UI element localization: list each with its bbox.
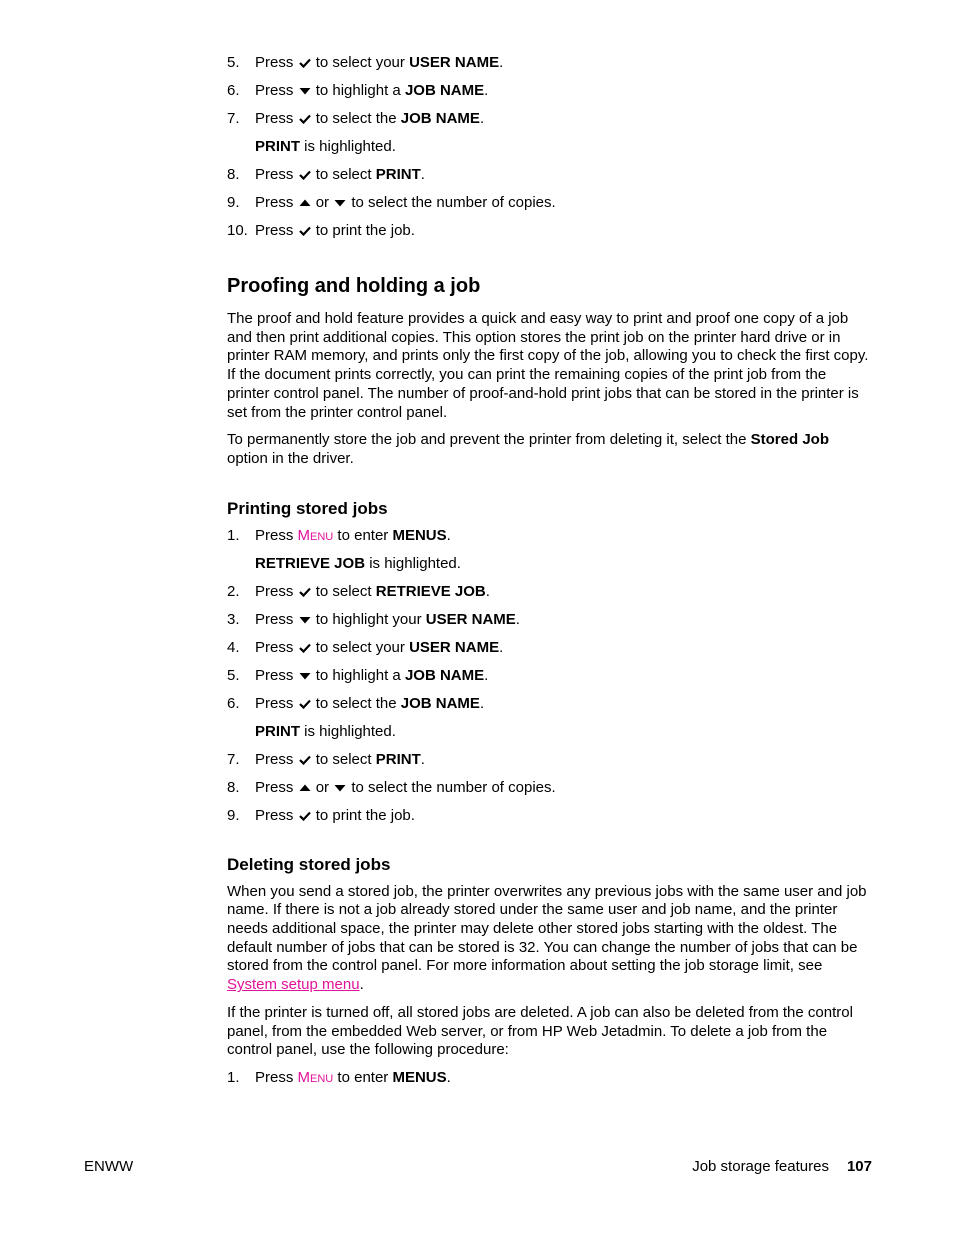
up-arrow-icon (298, 779, 312, 797)
list-item: 5. Press to select your USER NAME. (227, 54, 504, 71)
section-heading-deleting-stored: Deleting stored jobs (227, 854, 391, 874)
checkmark-icon (298, 751, 312, 769)
list-item: 6. Press to highlight a JOB NAME. (227, 82, 489, 99)
list-item: 7. Press to select the JOB NAME. (227, 110, 485, 127)
list-item: 8. Press to select PRINT. (227, 166, 425, 183)
top-steps-list-continued (227, 166, 872, 240)
list-item: 10. Press to print the job. (227, 222, 415, 239)
list-item: 1. Press Menu to enter MENUS. (227, 526, 451, 544)
checkmark-icon (298, 695, 312, 713)
stored-job-paragraph: To permanently store the job and prevent the printer from deleting it, select the Stored Job option in the driver. (227, 431, 829, 467)
footer-section-title: Job storage features (692, 1158, 829, 1175)
top-steps-list (227, 54, 872, 128)
deleting-paragraph: When you send a stored job, the printer overwrites any previous jobs with the same user and job name. If there is not a job already stored under the same user and job name, and the printer needs additional space, the printer may delete other stored jobs starting with the oldest. The default number of jobs that can be stored is 32. You can change the number of jobs that can be stored from the control panel. For more information about setting the job storage limit, see System setup menu. (227, 882, 867, 994)
step-note: RETRIEVE JOB is highlighted. (255, 554, 461, 572)
down-arrow-icon (298, 611, 312, 629)
down-arrow-icon (298, 82, 312, 100)
checkmark-icon (298, 54, 312, 72)
checkmark-icon (298, 807, 312, 825)
list-item: 4. Press to select your USER NAME. (227, 638, 504, 656)
deleting-steps-list (227, 1069, 872, 1087)
checkmark-icon (298, 222, 312, 240)
checkmark-icon (298, 583, 312, 601)
list-item: 5. Press to highlight a JOB NAME. (227, 666, 489, 684)
page-footer (84, 1158, 872, 1176)
down-arrow-icon (333, 194, 347, 212)
list-item: 2. Press to select RETRIEVE JOB. (227, 582, 490, 600)
printing-steps-list-continued (227, 583, 872, 713)
list-item: 6. Press to select the JOB NAME. (227, 694, 485, 712)
turned-off-paragraph: If the printer is turned off, all stored jobs are deleted. A job can also be deleted from the control panel, from the embedded Web server, or from HP Web Jetadmin. To delete a job from the control panel, use the following procedure: (227, 1003, 853, 1059)
down-arrow-icon (298, 667, 312, 685)
checkmark-icon (298, 110, 312, 128)
checkmark-icon (298, 639, 312, 657)
section-heading-printing-stored: Printing stored jobs (227, 498, 388, 518)
list-item: 3. Press to highlight your USER NAME. (227, 610, 520, 628)
system-setup-menu-link[interactable]: System setup menu (227, 976, 360, 994)
list-item: 9. Press or to select the number of copies. (227, 194, 556, 211)
printing-steps-list-end (227, 751, 872, 825)
list-item: 7. Press to select PRINT. (227, 750, 425, 768)
document-page (227, 54, 872, 1097)
footer-left-label: ENWW (84, 1158, 134, 1175)
down-arrow-icon (333, 779, 347, 797)
step-note: PRINT is highlighted. (255, 138, 396, 155)
list-item: 9. Press to print the job. (227, 806, 415, 824)
checkmark-icon (298, 166, 312, 184)
list-item: 1. Press Menu to enter MENUS. (227, 1068, 451, 1086)
page-number: 107 (846, 1158, 872, 1175)
menu-key-label: Menu (297, 1068, 334, 1086)
up-arrow-icon (298, 194, 312, 212)
menu-key-label: Menu (297, 526, 334, 544)
section-heading-proofing: Proofing and holding a job (227, 275, 481, 297)
printing-steps-list (227, 527, 872, 545)
proofing-paragraph: The proof and hold feature provides a quick and easy way to print and proof one copy of a job and then print additional copies. This option stores the print job on the printer hard drive or in printer RAM memory, and prints only the first copy of the job, allowing you to check the first copy. If the document prints correctly, you can print the remaining copies of the print job from the printer control panel. The number of proof-and-hold print jobs that can be stored in the printer is set from the printer control panel. (227, 310, 869, 421)
list-item: 8. Press or to select the number of copies. (227, 778, 556, 796)
step-note: PRINT is highlighted. (255, 722, 396, 740)
